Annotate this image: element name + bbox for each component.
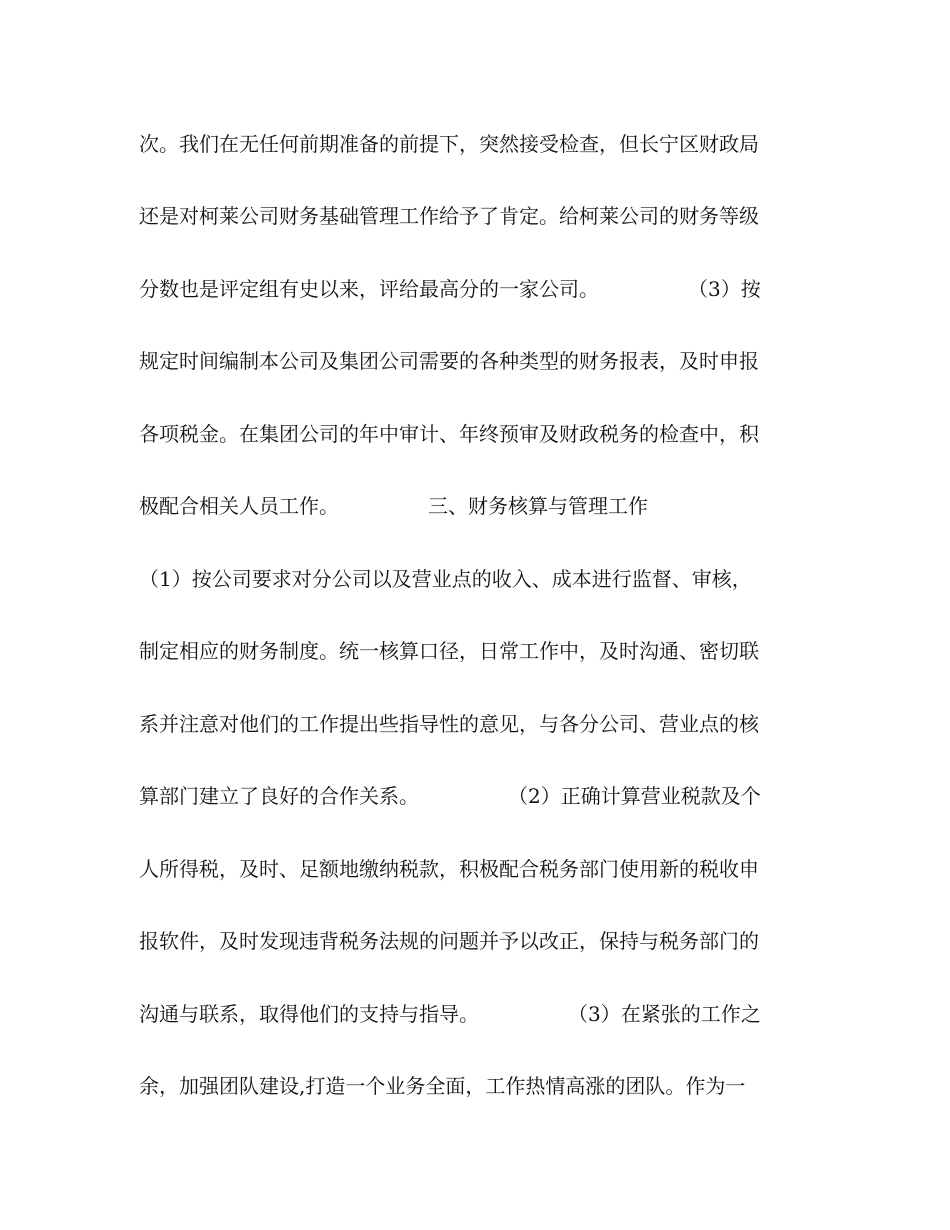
body-text-line: 沟通与联系，取得他们的支持与指导。 （3）在紧张的工作之 [139, 1002, 761, 1026]
body-text-line: 分数也是评定组有史以来，评给最高分的一家公司。 （3）按 [139, 277, 761, 301]
body-text-line: 报软件，及时发现违背税务法规的问题并予以改正，保持与税务部门的 [139, 929, 759, 953]
body-text-line: 余，加强团队建设,打造一个业务全面，工作热情高涨的团队。作为一 [139, 1074, 746, 1098]
body-text-line: 规定时间编制本公司及集团公司需要的各种类型的财务报表，及时申报 [139, 349, 759, 373]
body-text-line: （1）按公司要求对分公司以及营业点的收入、成本进行监督、审核， [139, 567, 752, 591]
body-text-line: 极配合相关人员工作。 三、财务核算与管理工作 [139, 494, 649, 518]
body-text-line: 各项税金。在集团公司的年中审计、年终预审及财政税务的检查中，积 [139, 422, 759, 446]
body-text-line: 次。我们在无任何前期准备的前提下，突然接受检查，但长宁区财政局 [139, 132, 759, 156]
body-text-line: 系并注意对他们的工作提出些指导性的意见，与各分公司、营业点的核 [139, 712, 759, 736]
body-text-line: 人所得税，及时、足额地缴纳税款，积极配合税务部门使用新的税收申 [139, 857, 759, 881]
body-text-line: 制定相应的财务制度。统一核算口径，日常工作中，及时沟通、密切联 [139, 639, 759, 663]
body-text-line: 算部门建立了良好的合作关系。 （2）正确计算营业税款及个 [139, 784, 761, 808]
body-text-line: 还是对柯莱公司财务基础管理工作给予了肯定。给柯莱公司的财务等级 [139, 204, 759, 228]
